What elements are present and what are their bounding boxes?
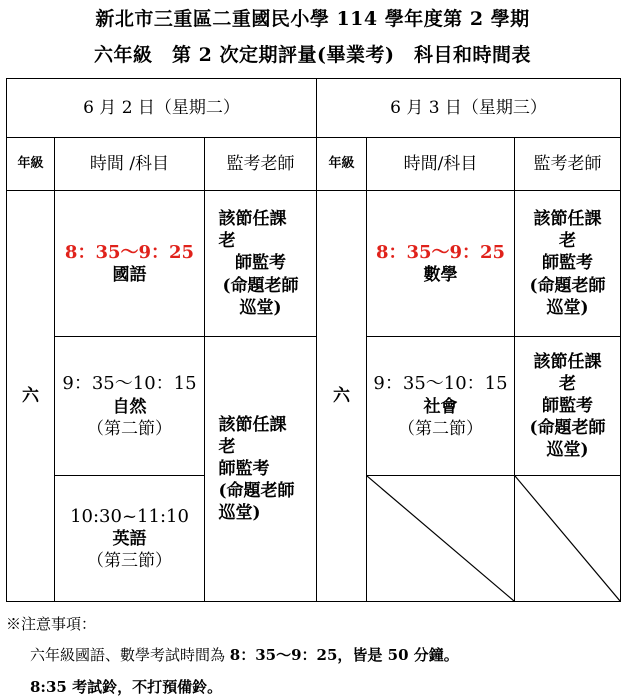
day2-slot1-time: 8：35～9：25 <box>375 241 506 263</box>
day2-empty-time-cell <box>367 476 515 602</box>
day2-slot1-subject: 數學 <box>423 265 458 286</box>
day2-slot2-section: （第二節） <box>398 418 484 439</box>
day1-slot2 <box>55 337 205 476</box>
day2-grade-header: 年級 <box>317 138 367 191</box>
teacher-line: 該節任課老 <box>218 209 287 252</box>
day1-slot1 <box>55 191 205 337</box>
day-header-row <box>7 79 621 138</box>
teacher-line: 師監考 <box>542 395 594 416</box>
schedule-row-2 <box>7 337 621 476</box>
day1-slot2-section: （第二節） <box>87 418 172 439</box>
document-subtitle: 六年級 第 2 次定期評量(畢業考) 科目和時間表 <box>94 44 531 66</box>
teacher-line: (命題老師 <box>529 275 606 296</box>
teacher-line: 該節任課老 <box>533 209 602 252</box>
day2-slot2-time: 9：35～10：15 <box>373 373 508 395</box>
day1-slot3-section: （第三節） <box>87 551 172 572</box>
day1-teacher-header: 監考老師 <box>205 138 317 191</box>
day1-time-header: 時間 /科目 <box>55 138 205 191</box>
day1-slot3-subject: 英語 <box>112 529 147 550</box>
note-minutes: 50 <box>387 645 409 664</box>
teacher-line: 該節任課老 <box>533 351 602 394</box>
note-text: 分鐘。 <box>408 645 459 664</box>
document-title: 新北市三重區二重國民小學 114 學年度第 2 學期 <box>95 8 530 30</box>
day1-slot1-time: 8：35～9：25 <box>64 241 195 263</box>
teacher-line: 師監考 <box>218 458 270 479</box>
exam-schedule-table <box>6 78 621 602</box>
day2-slot2 <box>367 337 515 476</box>
day1-label: 6 月 2 日（星期二） <box>7 79 317 138</box>
teacher-line: (命題老師 <box>222 275 299 296</box>
teacher-line: 師監考 <box>235 253 286 274</box>
day2-time-header: 時間/科目 <box>367 138 515 191</box>
note-line-2: 8:35 考試鈴，不打預備鈴。 <box>30 678 223 696</box>
day1-slot2-time: 9：35～10：15 <box>62 373 197 395</box>
teacher-line: 巡堂) <box>546 297 589 318</box>
teacher-line: (命題老師 <box>218 481 295 502</box>
day2-slot1-teacher <box>515 191 621 337</box>
schedule-row-1 <box>7 191 621 337</box>
day1-merged-teacher <box>205 337 317 602</box>
day1-slot3 <box>55 476 205 602</box>
teacher-line: 師監考 <box>542 253 594 274</box>
diagonal-line <box>515 476 620 601</box>
day1-slot3-time: 10:30~11:10 <box>70 505 189 527</box>
note-text: ，皆是 <box>337 645 388 664</box>
note-time: 8：35～9：25 <box>229 645 338 664</box>
notes-heading: ※注意事項： <box>6 615 97 633</box>
note-line-1 <box>6 644 620 667</box>
day1-slot2-subject: 自然 <box>112 396 147 417</box>
teacher-line: 巡堂) <box>218 503 261 524</box>
day2-grade: 六 <box>317 191 367 602</box>
diagonal-line <box>367 476 514 601</box>
day2-slot1 <box>367 191 515 337</box>
note-text: 六年級國語、數學考試時間為 <box>30 645 230 664</box>
teacher-line: 巡堂) <box>239 297 282 318</box>
day2-slot2-subject: 社會 <box>423 396 458 417</box>
notes-section <box>6 613 620 699</box>
day1-slot1-teacher <box>205 191 317 337</box>
teacher-line: 巡堂) <box>546 440 589 461</box>
day2-teacher-header: 監考老師 <box>515 138 621 191</box>
day2-empty-teacher-cell <box>515 476 621 602</box>
teacher-line: 該節任課老 <box>218 414 287 457</box>
teacher-line: (命題老師 <box>529 418 606 439</box>
column-header-row <box>7 138 621 191</box>
day1-grade-header: 年級 <box>7 138 55 191</box>
day2-label: 6 月 3 日（星期三） <box>317 79 621 138</box>
day1-grade: 六 <box>7 191 55 602</box>
day1-slot1-subject: 國語 <box>112 265 147 286</box>
day2-slot2-teacher <box>515 337 621 476</box>
